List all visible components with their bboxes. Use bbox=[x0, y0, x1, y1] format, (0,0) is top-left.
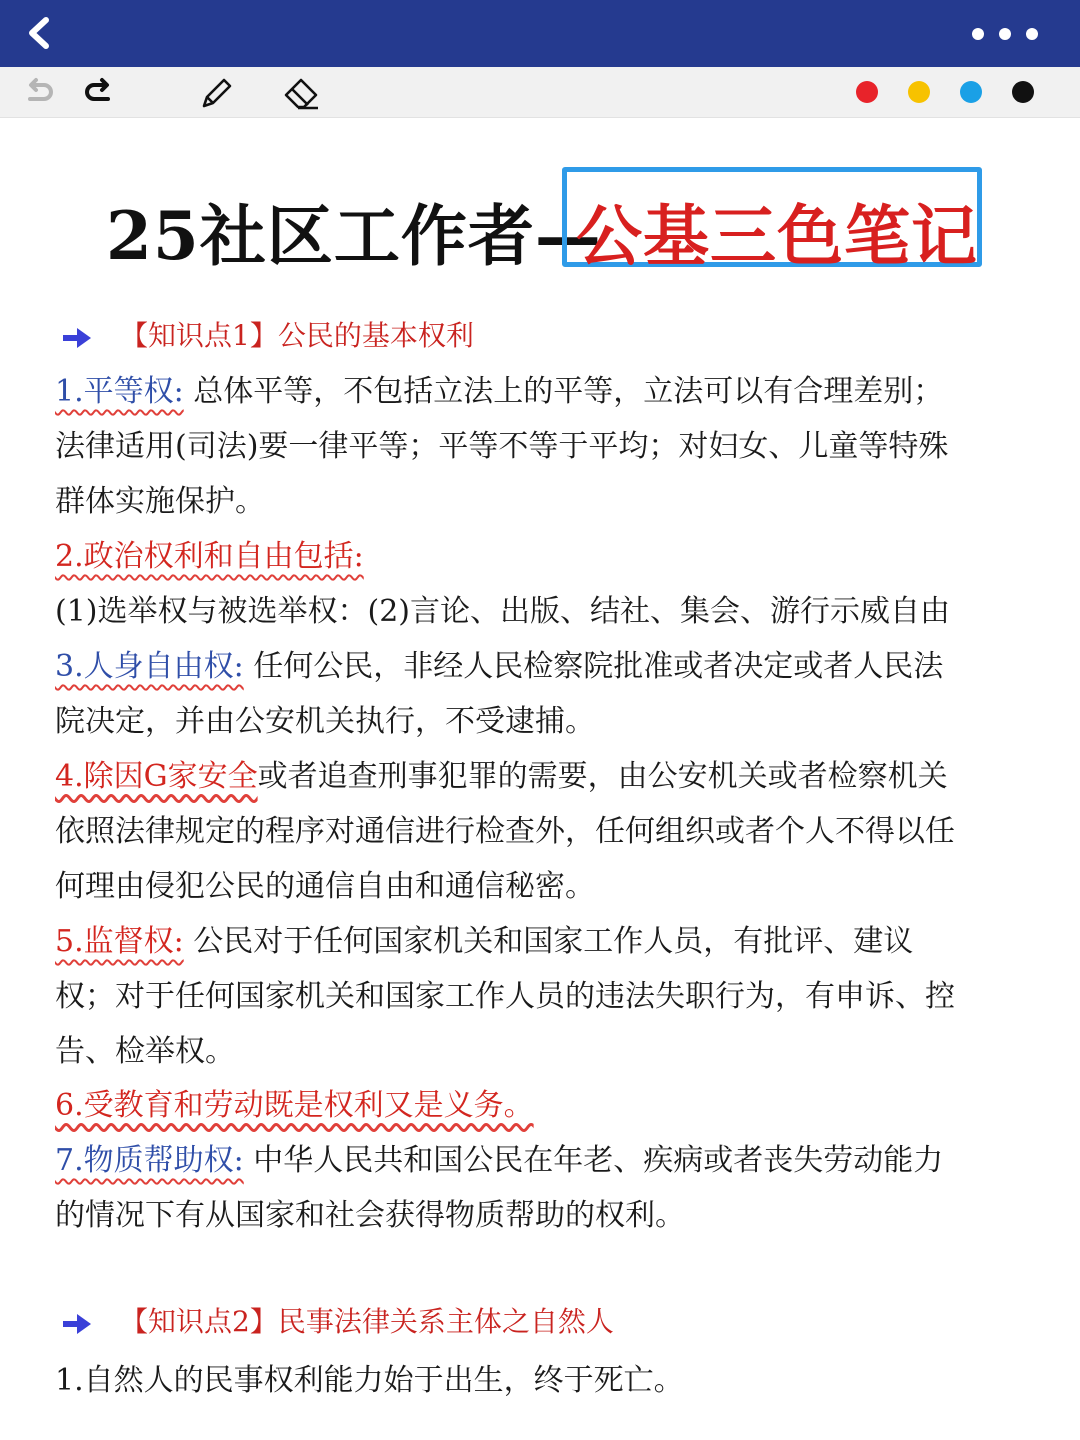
text-line: 依照法律规定的程序对通信进行检查外，任何组织或者个人不得以任 bbox=[55, 814, 955, 849]
section-heading-2-text: 【知识点2】民事法律关系主体之自然人 bbox=[120, 1305, 614, 1338]
eraser-icon bbox=[282, 75, 322, 111]
more-horizontal-icon bbox=[970, 22, 1040, 46]
text-line bbox=[55, 1080, 534, 1124]
color-blue-swatch[interactable] bbox=[960, 81, 982, 103]
top-bar bbox=[0, 0, 1080, 67]
text-line: 法律适用(司法)要一律平等；平等不等于平均；对妇女、儿童等特殊 bbox=[55, 429, 949, 464]
arrow-right-icon bbox=[62, 1313, 92, 1335]
pen-tool-button[interactable] bbox=[198, 75, 234, 111]
text-line: 院决定，并由公安机关执行，不受逮捕。 bbox=[55, 704, 595, 739]
text-line: 群体实施保护。 bbox=[55, 484, 265, 519]
text-line: 告、检举权。 bbox=[55, 1034, 235, 1069]
title-left-text: 25社区工作者— bbox=[106, 197, 602, 275]
text-line: 的情况下有从国家和社会获得物质帮助的权利。 bbox=[55, 1198, 685, 1233]
chevron-left-icon bbox=[22, 16, 56, 50]
keyword-equality-right: 1.平等权: bbox=[55, 374, 184, 409]
keyword-political-rights: 2.政治权利和自由包括: bbox=[55, 539, 364, 574]
text-line bbox=[55, 531, 364, 575]
color-yellow-swatch[interactable] bbox=[908, 81, 930, 103]
eraser-tool-button[interactable] bbox=[282, 75, 318, 111]
text-line: 权；对于任何国家机关和国家工作人员的违法失职行为，有申诉、控 bbox=[55, 979, 955, 1014]
keyword-personal-freedom: 3.人身自由权: bbox=[55, 649, 244, 684]
text-line: 4.除因G家安全或者追查刑事犯罪的需要，由公安机关或者检察机关 bbox=[55, 759, 948, 794]
text-line: 3.人身自由权: 任何公民，非经人民检察院批准或者决定或者人民法 bbox=[55, 649, 944, 684]
title-right-text: 公基三色笔记 bbox=[576, 197, 978, 275]
text-line: 5.监督权: 公民对于任何国家机关和国家工作人员，有批评、建议 bbox=[55, 924, 914, 959]
more-button[interactable] bbox=[970, 22, 1040, 46]
section-heading-2 bbox=[62, 1300, 614, 1340]
pencil-icon bbox=[198, 75, 234, 111]
text-line: 7.物质帮助权: 中华人民共和国公民在年老、疾病或者丧失劳动能力 bbox=[55, 1143, 944, 1178]
text-line: (1)选举权与被选举权：(2)言论、出版、结社、集会、游行示威自由 bbox=[55, 594, 950, 629]
undo-button[interactable] bbox=[22, 75, 58, 111]
color-black-swatch[interactable] bbox=[1012, 81, 1034, 103]
text-line: 何理由侵犯公民的通信自由和通信秘密。 bbox=[55, 869, 595, 904]
page-title bbox=[0, 165, 1080, 275]
undo-icon bbox=[22, 75, 58, 111]
redo-button[interactable] bbox=[80, 75, 116, 111]
back-button[interactable] bbox=[22, 16, 56, 50]
redo-icon bbox=[80, 75, 116, 111]
keyword-national-security: 4.除因G家安全 bbox=[55, 759, 258, 794]
keyword-material-assistance: 7.物质帮助权: bbox=[55, 1143, 244, 1178]
arrow-right-icon bbox=[62, 327, 92, 349]
keyword-education-labor: 6.受教育和劳动既是权利又是义务。 bbox=[55, 1088, 534, 1123]
section-heading-1 bbox=[62, 314, 474, 354]
section-heading-1-text: 【知识点1】公民的基本权利 bbox=[120, 319, 474, 352]
keyword-supervision-right: 5.监督权: bbox=[55, 924, 184, 959]
color-red-swatch[interactable] bbox=[856, 81, 878, 103]
text-line: 1.平等权: 总体平等，不包括立法上的平等，立法可以有合理差别； bbox=[55, 374, 944, 409]
text-line: 1.自然人的民事权利能力始于出生，终于死亡。 bbox=[55, 1363, 684, 1398]
